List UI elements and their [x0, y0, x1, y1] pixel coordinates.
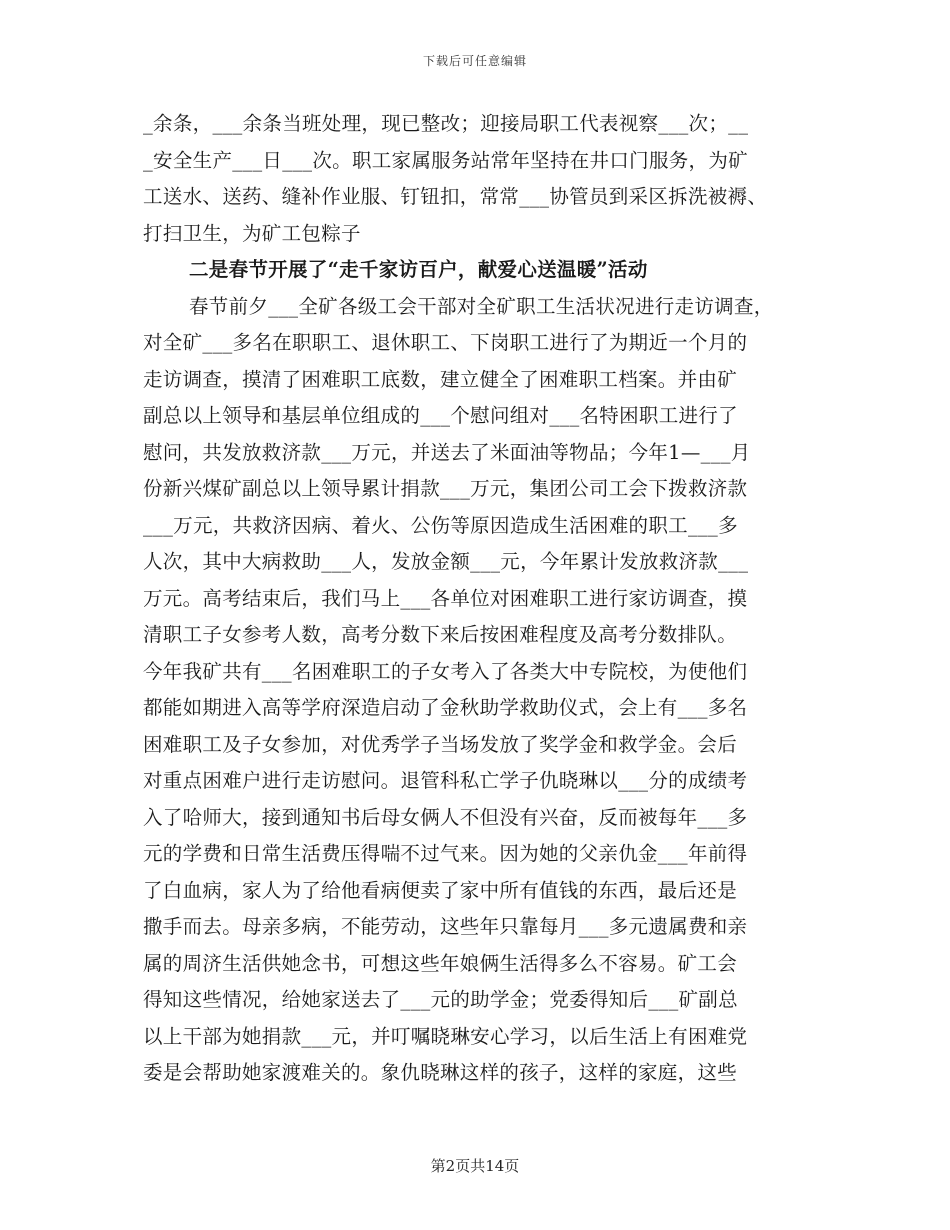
body-line: 得知这些情况，给她家送去了___元的助学金；党委得知后___矿副总 [143, 988, 738, 1011]
document-body [143, 106, 819, 1092]
paragraph-first-line: 春节前夕___全矿各级工会干部对全矿职工生活状况进行走访调查， [189, 294, 774, 318]
body-line: 困难职工及子女参加，对优秀学子当场发放了奖学金和救学金。会后 [143, 732, 738, 756]
body-line: 份新兴煤矿副总以上领导累计捐款___万元，集团公司工会下拨救济款 [143, 477, 748, 500]
body-line: 元的学费和日常生活费压得喘不过气来。因为她的父亲仇金___年前得 [143, 842, 748, 865]
body-line: 万元。高考结束后，我们马上___各单位对困难职工进行家访调查，摸 [143, 586, 748, 610]
page-number-indicator: 第2页共14页 [430, 1157, 520, 1175]
page-header-note: 下载后可任意编辑 [422, 54, 527, 68]
body-line: 入了哈师大，接到通知书后母女俩人不但没有兴奋，反而被每年___多 [143, 805, 748, 829]
body-line: 都能如期进入高等学府深造启动了金秋助学救助仪式，会上有___多名 [143, 696, 748, 719]
body-line: 对全矿___多名在职职工、退休职工、下岗职工进行了为期近一个月的 [143, 331, 748, 354]
body-line: 撒手而去。母亲多病，不能劳动，这些年只靠每月___多元遗属费和亲 [143, 915, 748, 938]
body-line: 工送水、送药、缝补作业服、钉钮扣，常常___协管员到采区拆洗被褥、 [143, 185, 768, 208]
body-line: _余条，___余条当班处理，现已整改；迎接局职工代表视察___次；__ [143, 112, 749, 135]
body-line: 对重点困难户进行走访慰问。退管科私亡学子仇晓琳以___分的成绩考 [143, 769, 748, 792]
body-line: 属的周济生活供她念书，可想这些年娘俩生活得多么不容易。矿工会 [143, 951, 738, 975]
body-line: 人次，其中大病救助___人，发放金额___元，今年累计发放救济款___ [143, 550, 749, 573]
body-line: 走访调查，摸清了困难职工底数，建立健全了困难职工档案。并由矿 [143, 367, 738, 391]
body-line: 今年我矿共有___名困难职工的子女考入了各类大中专院校，为使他们 [143, 659, 748, 683]
body-line: ___万元，共救济因病、着火、公伤等原因造成生活困难的职工___多 [143, 513, 738, 537]
body-line: _安全生产___日___次。职工家属服务站常年坚持在井口门服务，为矿 [143, 148, 748, 172]
body-line: 了白血病，家人为了给他看病便卖了家中所有值钱的东西，最后还是 [143, 878, 738, 902]
section-heading: 二是春节开展了“走千家访百户，献爱心送温暖”活动 [189, 258, 648, 281]
body-line: 打扫卫生，为矿工包粽子 [143, 221, 361, 245]
body-line: 副总以上领导和基层单位组成的___个慰问组对___名特困职工进行了 [143, 404, 738, 427]
body-line: 慰问，共发放救济款___万元，并送去了米面油等物品；今年1—___月 [143, 440, 751, 464]
body-line: 委是会帮助她家渡难关的。象仇晓琳这样的孩子，这样的家庭，这些 [143, 1061, 738, 1084]
body-line: 清职工子女参考人数，高考分数下来后按困难程度及高考分数排队。 [143, 623, 738, 646]
body-line: 以上干部为她捐款___元，并叮嘱晓琳安心学习，以后生活上有困难党 [143, 1024, 748, 1048]
